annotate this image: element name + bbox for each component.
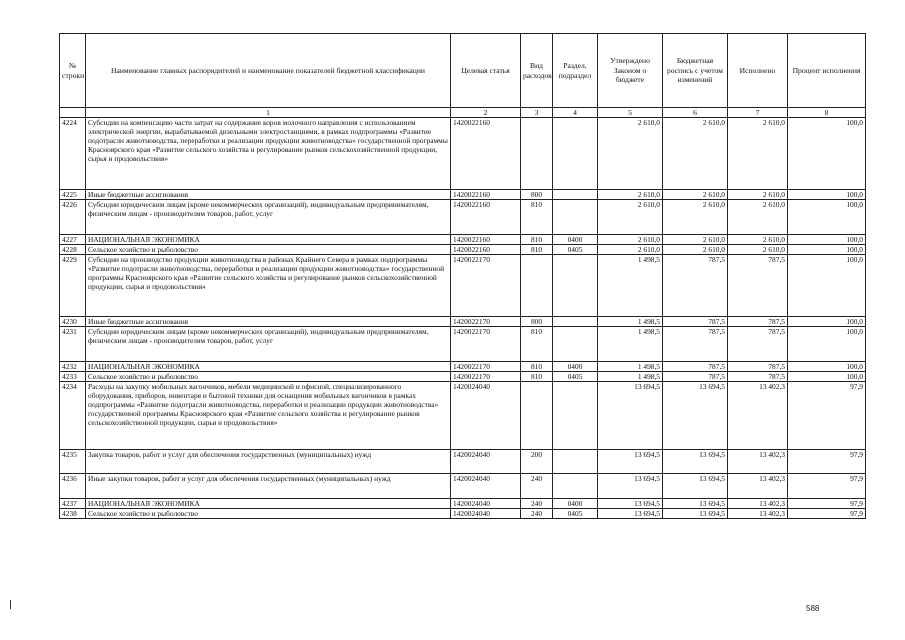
header-row-number: № строки — [60, 34, 86, 108]
budget-list-amount: 13 694,5 — [663, 474, 728, 499]
execution-percent: 97,9 — [788, 509, 866, 519]
section-code: 0400 — [553, 499, 598, 509]
item-name: Иные закупки товаров, работ и услуг для обеспечения государственных (муниципальных) нужд — [86, 474, 451, 499]
approved-amount: 2 610,0 — [598, 118, 663, 190]
table-row — [60, 372, 866, 382]
budget-list-amount: 787,5 — [663, 372, 728, 382]
column-number: 1 — [86, 108, 451, 118]
target-article: 1420024040 — [451, 450, 521, 474]
target-article: 1420022160 — [451, 235, 521, 245]
execution-percent: 100,0 — [788, 235, 866, 245]
section-code — [553, 118, 598, 190]
budget-list-amount: 2 610,0 — [663, 245, 728, 255]
executed-amount: 2 610,0 — [728, 118, 788, 190]
target-article: 1420024040 — [451, 499, 521, 509]
row-number: 4228 — [60, 245, 86, 255]
table-row — [60, 317, 866, 327]
execution-percent: 100,0 — [788, 255, 866, 317]
column-number: 7 — [728, 108, 788, 118]
table-row — [60, 450, 866, 474]
execution-percent: 100,0 — [788, 362, 866, 372]
execution-percent: 100,0 — [788, 327, 866, 362]
execution-percent: 97,9 — [788, 382, 866, 450]
table-row — [60, 499, 866, 509]
target-article: 1420022170 — [451, 362, 521, 372]
target-article: 1420022170 — [451, 317, 521, 327]
approved-amount: 1 498,5 — [598, 327, 663, 362]
approved-amount: 2 610,0 — [598, 200, 663, 235]
item-name: Сельское хозяйство и рыболовство — [86, 372, 451, 382]
column-number: 3 — [521, 108, 553, 118]
section-code — [553, 474, 598, 499]
header-target-article: Целевая статья — [451, 34, 521, 108]
target-article: 1420022160 — [451, 200, 521, 235]
section-code: 0405 — [553, 372, 598, 382]
execution-percent: 100,0 — [788, 200, 866, 235]
item-name: НАЦИОНАЛЬНАЯ ЭКОНОМИКА — [86, 235, 451, 245]
executed-amount: 2 610,0 — [728, 235, 788, 245]
row-number: 4224 — [60, 118, 86, 190]
executed-amount: 787,5 — [728, 327, 788, 362]
approved-amount: 1 498,5 — [598, 255, 663, 317]
item-name: НАЦИОНАЛЬНАЯ ЭКОНОМИКА — [86, 362, 451, 372]
executed-amount: 13 402,3 — [728, 382, 788, 450]
budget-list-amount: 787,5 — [663, 362, 728, 372]
approved-amount: 2 610,0 — [598, 245, 663, 255]
approved-amount: 2 610,0 — [598, 190, 663, 200]
execution-percent: 100,0 — [788, 118, 866, 190]
header-name: Наименование главных распорядителей и наименование показателей бюджетной классификации — [86, 34, 451, 108]
row-number: 4232 — [60, 362, 86, 372]
executed-amount: 13 402,3 — [728, 509, 788, 519]
row-number: 4236 — [60, 474, 86, 499]
section-code: 0405 — [553, 509, 598, 519]
table-row — [60, 235, 866, 245]
section-code: 0400 — [553, 235, 598, 245]
budget-list-amount: 2 610,0 — [663, 118, 728, 190]
header-percent: Процент исполнения — [788, 34, 866, 108]
execution-percent: 100,0 — [788, 372, 866, 382]
header-budget-list: Бюджетная роспись с учетом изменений — [663, 34, 728, 108]
row-number: 4234 — [60, 382, 86, 450]
budget-list-amount: 787,5 — [663, 255, 728, 317]
item-name: Иные бюджетные ассигнования — [86, 317, 451, 327]
target-article: 1420022160 — [451, 190, 521, 200]
target-article: 1420022170 — [451, 255, 521, 317]
header-executed: Исполнено — [728, 34, 788, 108]
executed-amount: 787,5 — [728, 317, 788, 327]
target-article: 1420022160 — [451, 118, 521, 190]
row-number: 4237 — [60, 499, 86, 509]
item-name: Закупка товаров, работ и услуг для обеспечения государственных (муниципальных) нужд — [86, 450, 451, 474]
item-name: Иные бюджетные ассигнования — [86, 190, 451, 200]
expense-type: 810 — [521, 372, 553, 382]
table-row — [60, 362, 866, 372]
column-number: 6 — [663, 108, 728, 118]
expense-type: 240 — [521, 499, 553, 509]
section-code — [553, 450, 598, 474]
row-number: 4238 — [60, 509, 86, 519]
approved-amount: 2 610,0 — [598, 235, 663, 245]
header-expense-type: Вид расходов — [521, 34, 553, 108]
target-article: 1420022170 — [451, 372, 521, 382]
section-code — [553, 382, 598, 450]
approved-amount: 1 498,5 — [598, 372, 663, 382]
column-number: 4 — [553, 108, 598, 118]
table-row — [60, 474, 866, 499]
table-row — [60, 327, 866, 362]
executed-amount: 2 610,0 — [728, 200, 788, 235]
header-section: Раздел, подраздел — [553, 34, 598, 108]
column-numbers-row — [60, 108, 866, 118]
approved-amount: 13 694,5 — [598, 450, 663, 474]
column-number: 8 — [788, 108, 866, 118]
row-number: 4226 — [60, 200, 86, 235]
executed-amount: 13 402,3 — [728, 450, 788, 474]
column-number — [60, 108, 86, 118]
scan-edge-mark — [10, 600, 11, 609]
approved-amount: 1 498,5 — [598, 317, 663, 327]
execution-percent: 100,0 — [788, 245, 866, 255]
header-approved: Утверждено Законом о бюджете — [598, 34, 663, 108]
section-code — [553, 317, 598, 327]
budget-execution-table — [59, 33, 866, 519]
column-number: 2 — [451, 108, 521, 118]
approved-amount: 13 694,5 — [598, 509, 663, 519]
item-name: Сельское хозяйство и рыболовство — [86, 509, 451, 519]
approved-amount: 13 694,5 — [598, 382, 663, 450]
budget-list-amount: 13 694,5 — [663, 450, 728, 474]
target-article: 1420024040 — [451, 474, 521, 499]
table-row — [60, 190, 866, 200]
expense-type: 810 — [521, 245, 553, 255]
item-name: Субсидии на компенсацию части затрат на содержание коров молочного направления с использованием электрической энергии, вырабатываемой дизельными электростанциями, в рамках подпрограммы «Развитие подотрасли животноводства, переработки и реализации продукции животноводства» государственной программы Красноярского края «Развитие сельского хозяйства и регулирование рынков сельскохозяйственной продукции, сырья и продовольствия» — [86, 118, 451, 190]
row-number: 4229 — [60, 255, 86, 317]
expense-type — [521, 255, 553, 317]
expense-type: 200 — [521, 450, 553, 474]
target-article: 1420024040 — [451, 509, 521, 519]
execution-percent: 100,0 — [788, 317, 866, 327]
budget-list-amount: 13 694,5 — [663, 499, 728, 509]
expense-type: 800 — [521, 190, 553, 200]
item-name: НАЦИОНАЛЬНАЯ ЭКОНОМИКА — [86, 499, 451, 509]
expense-type: 810 — [521, 200, 553, 235]
expense-type: 240 — [521, 509, 553, 519]
row-number: 4230 — [60, 317, 86, 327]
target-article: 1420022160 — [451, 245, 521, 255]
row-number: 4227 — [60, 235, 86, 245]
row-number: 4235 — [60, 450, 86, 474]
section-code — [553, 200, 598, 235]
approved-amount: 13 694,5 — [598, 474, 663, 499]
table-row — [60, 382, 866, 450]
item-name: Субсидии юридическим лицам (кроме некоммерческих организаций), индивидуальным предпринимателям, физическим лицам - производителям товаров, работ, услуг — [86, 200, 451, 235]
item-name: Субсидии юридическим лицам (кроме некоммерческих организаций), индивидуальным предпринимателям, физическим лицам - производителям товаров, работ, услуг — [86, 327, 451, 362]
table-row — [60, 509, 866, 519]
executed-amount: 787,5 — [728, 362, 788, 372]
section-code: 0400 — [553, 362, 598, 372]
expense-type: 800 — [521, 317, 553, 327]
target-article: 1420022170 — [451, 327, 521, 362]
header-row — [60, 34, 866, 108]
expense-type — [521, 118, 553, 190]
budget-list-amount: 787,5 — [663, 327, 728, 362]
executed-amount: 13 402,3 — [728, 499, 788, 509]
section-code: 0405 — [553, 245, 598, 255]
budget-list-amount: 13 694,5 — [663, 509, 728, 519]
expense-type — [521, 382, 553, 450]
expense-type: 810 — [521, 362, 553, 372]
table-row — [60, 245, 866, 255]
execution-percent: 97,9 — [788, 499, 866, 509]
executed-amount: 13 402,3 — [728, 474, 788, 499]
budget-list-amount: 2 610,0 — [663, 235, 728, 245]
item-name: Субсидии на производство продукции животноводства в районах Крайнего Севера в рамках подпрограммы «Развитие подотрасли животноводства, переработки и реализации продукции животноводства» государственной программы Красноярского края «Развитие сельского хозяйства и регулирование рынков сельскохозяйственной продукции, сырья и продовольствия» — [86, 255, 451, 317]
execution-percent: 97,9 — [788, 450, 866, 474]
executed-amount: 2 610,0 — [728, 245, 788, 255]
section-code — [553, 327, 598, 362]
budget-list-amount: 13 694,5 — [663, 382, 728, 450]
row-number: 4225 — [60, 190, 86, 200]
budget-list-amount: 2 610,0 — [663, 200, 728, 235]
table-row — [60, 118, 866, 190]
approved-amount: 13 694,5 — [598, 499, 663, 509]
section-code — [553, 190, 598, 200]
execution-percent: 100,0 — [788, 190, 866, 200]
section-code — [553, 255, 598, 317]
expense-type: 810 — [521, 327, 553, 362]
executed-amount: 787,5 — [728, 372, 788, 382]
column-number: 5 — [598, 108, 663, 118]
executed-amount: 2 610,0 — [728, 190, 788, 200]
executed-amount: 787,5 — [728, 255, 788, 317]
row-number: 4231 — [60, 327, 86, 362]
item-name: Сельское хозяйство и рыболовство — [86, 245, 451, 255]
target-article: 1420024040 — [451, 382, 521, 450]
budget-list-amount: 787,5 — [663, 317, 728, 327]
execution-percent: 97,9 — [788, 474, 866, 499]
table-row — [60, 255, 866, 317]
page-number: 588 — [806, 604, 820, 613]
expense-type: 240 — [521, 474, 553, 499]
expense-type: 810 — [521, 235, 553, 245]
table-row — [60, 200, 866, 235]
item-name: Расходы на закупку мобильных вагончиков, мебели медицинской и офисной, специализированного оборудования, приборов, инвентаря и бытовой техники для оснащения мобильных вагончиков в рамках подпрограммы «Развитие подотрасли животноводства, переработки и реализации продукции животноводства» государственной программы Красноярского края «Развитие сельского хозяйства и регулирование рынков сельскохозяйственной продукции, сырья и продовольствия» — [86, 382, 451, 450]
row-number: 4233 — [60, 372, 86, 382]
budget-list-amount: 2 610,0 — [663, 190, 728, 200]
approved-amount: 1 498,5 — [598, 362, 663, 372]
